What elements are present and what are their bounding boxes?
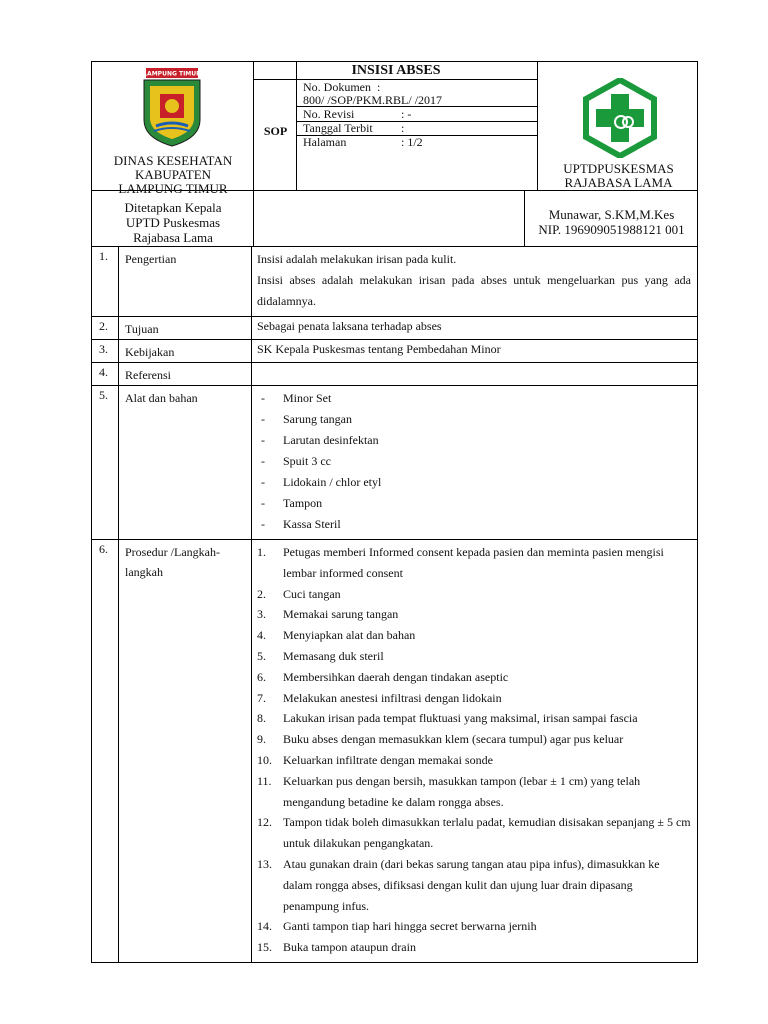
- prosedur-content: [252, 540, 698, 963]
- table-row: [92, 247, 698, 317]
- sop-table: [91, 246, 698, 963]
- kebijakan-content: SK Kepala Puskesmas tentang Pembedahan Minor: [252, 340, 698, 363]
- list-item: 7. Melakukan anestesi infiltrasi dengan lidokain: [257, 690, 502, 705]
- row-number: 3.: [92, 340, 119, 363]
- list-item: - Lidokain / chlor etyl: [261, 475, 382, 489]
- list-item: 15. Buka tampon ataupun drain: [257, 940, 416, 955]
- row-label: Tujuan: [119, 317, 252, 340]
- table-row: [92, 317, 698, 340]
- list-item: 4. Menyiapkan alat dan bahan: [257, 628, 416, 643]
- list-item: 9. Buku abses dengan memasukkan klem (secara tumpul) agar pus keluar: [257, 732, 624, 747]
- table-row: [92, 386, 698, 540]
- no-dokumen-label: No. Dokumen :: [303, 80, 381, 94]
- list-item: - Larutan desinfektan: [261, 433, 379, 447]
- document-title: INSISI ABSES: [351, 63, 441, 78]
- row-label: Kebijakan: [119, 340, 252, 363]
- no-revisi-row: No. Revisi : -: [303, 107, 412, 121]
- prosedur-steps: [257, 542, 691, 958]
- no-dokumen-value: 800/ /SOP/PKM.RBL/ /2017: [303, 93, 443, 107]
- signer-name: Munawar, S.KM,M.Kes: [548, 207, 675, 222]
- row-number: 6.: [92, 540, 119, 963]
- lampung-timur-logo: [136, 68, 208, 148]
- list-item: 5. Memasang duk steril: [257, 648, 384, 663]
- row-number: 4.: [92, 363, 119, 386]
- list-item: 2. Cuci tangan: [257, 586, 341, 601]
- pengertian-content: Insisi adalah melakukan irisan pada kulit. Insisi abses adalah melakukan irisan pada abses untuk mengeluarkan pus yang ada didalamnya.: [252, 247, 698, 317]
- svg-text:LAMPUNG TIMUR: LAMPUNG TIMUR: [143, 70, 201, 78]
- sop-header: [91, 61, 698, 196]
- tujuan-content: Sebagai penata laksana terhadap abses: [252, 317, 698, 340]
- table-row: [92, 540, 698, 963]
- tanggal-terbit-row: Tanggal Terbit :: [303, 121, 405, 135]
- row-label: Pengertian: [119, 247, 252, 317]
- list-item: 11. Keluarkan pus dengan bersih, masukkan tampon (lebar ± 1 cm) yang telah mengandung betadine ke dalam rongga abses.: [257, 773, 641, 809]
- row-number: 1.: [92, 247, 119, 317]
- list-item: 3. Memakai sarung tangan: [257, 607, 399, 622]
- list-item: 10. Keluarkan infiltrate dengan memakai sonde: [257, 752, 493, 767]
- ditetapkan-text: Ditetapkan Kepala UPTD Puskesmas Rajabasa Lama: [124, 200, 222, 245]
- row-label: Prosedur /Langkah- langkah: [119, 540, 252, 963]
- list-item: - Minor Set: [261, 391, 332, 405]
- approval-block: [91, 191, 698, 247]
- list-item: 1. Petugas memberi Informed consent kepada pasien dan meminta pasien mengisi lembar informed consent: [257, 545, 664, 580]
- list-item: - Kassa Steril: [261, 517, 341, 531]
- table-row: [92, 363, 698, 386]
- row-number: 5.: [92, 386, 119, 540]
- sop-label: SOP: [263, 124, 288, 138]
- referensi-content: [252, 363, 698, 386]
- puskesmas-name: UPTDPUSKESMAS RAJABASA LAMA: [563, 161, 674, 190]
- puskesmas-logo: [580, 78, 660, 158]
- list-item: 14. Ganti tampon tiap hari hingga secret berwarna jernih: [257, 919, 537, 934]
- alat-list: [257, 388, 691, 535]
- row-label: Referensi: [119, 363, 252, 386]
- list-item: - Spuit 3 cc: [261, 454, 331, 468]
- list-item: 6. Membersihkan daerah dengan tindakan aseptic: [257, 669, 509, 684]
- list-item: 8. Lakukan irisan pada tempat fluktuasi yang maksimal, irisan sampai fascia: [257, 711, 638, 726]
- list-item: - Tampon: [261, 496, 323, 510]
- alat-content: [252, 386, 698, 540]
- list-item: 12. Tampon tidak boleh dimasukkan terlalu padat, kemudian disisakan sepanjang ± 5 cm untuk dilakukan pengangkatan.: [257, 815, 691, 851]
- list-item: - Sarung tangan: [261, 412, 352, 426]
- row-number: 2.: [92, 317, 119, 340]
- signer-nip: NIP. 196909051988121 001: [538, 222, 685, 237]
- halaman-row: Halaman : 1/2: [303, 135, 423, 149]
- list-item: 13. Atau gunakan drain (dari bekas sarung tangan atau pipa infus), dimasukkan ke dalam rongga abses, difiksasi dengan kulit dan ujung luar drain dipasang penampung infus.: [257, 856, 660, 913]
- table-row: [92, 340, 698, 363]
- row-label: Alat dan bahan: [119, 386, 252, 540]
- dinas-kesehatan-name: DINAS KESEHATAN KABUPATEN LAMPUNG TIMUR: [113, 153, 233, 196]
- signer-block: [524, 207, 699, 237]
